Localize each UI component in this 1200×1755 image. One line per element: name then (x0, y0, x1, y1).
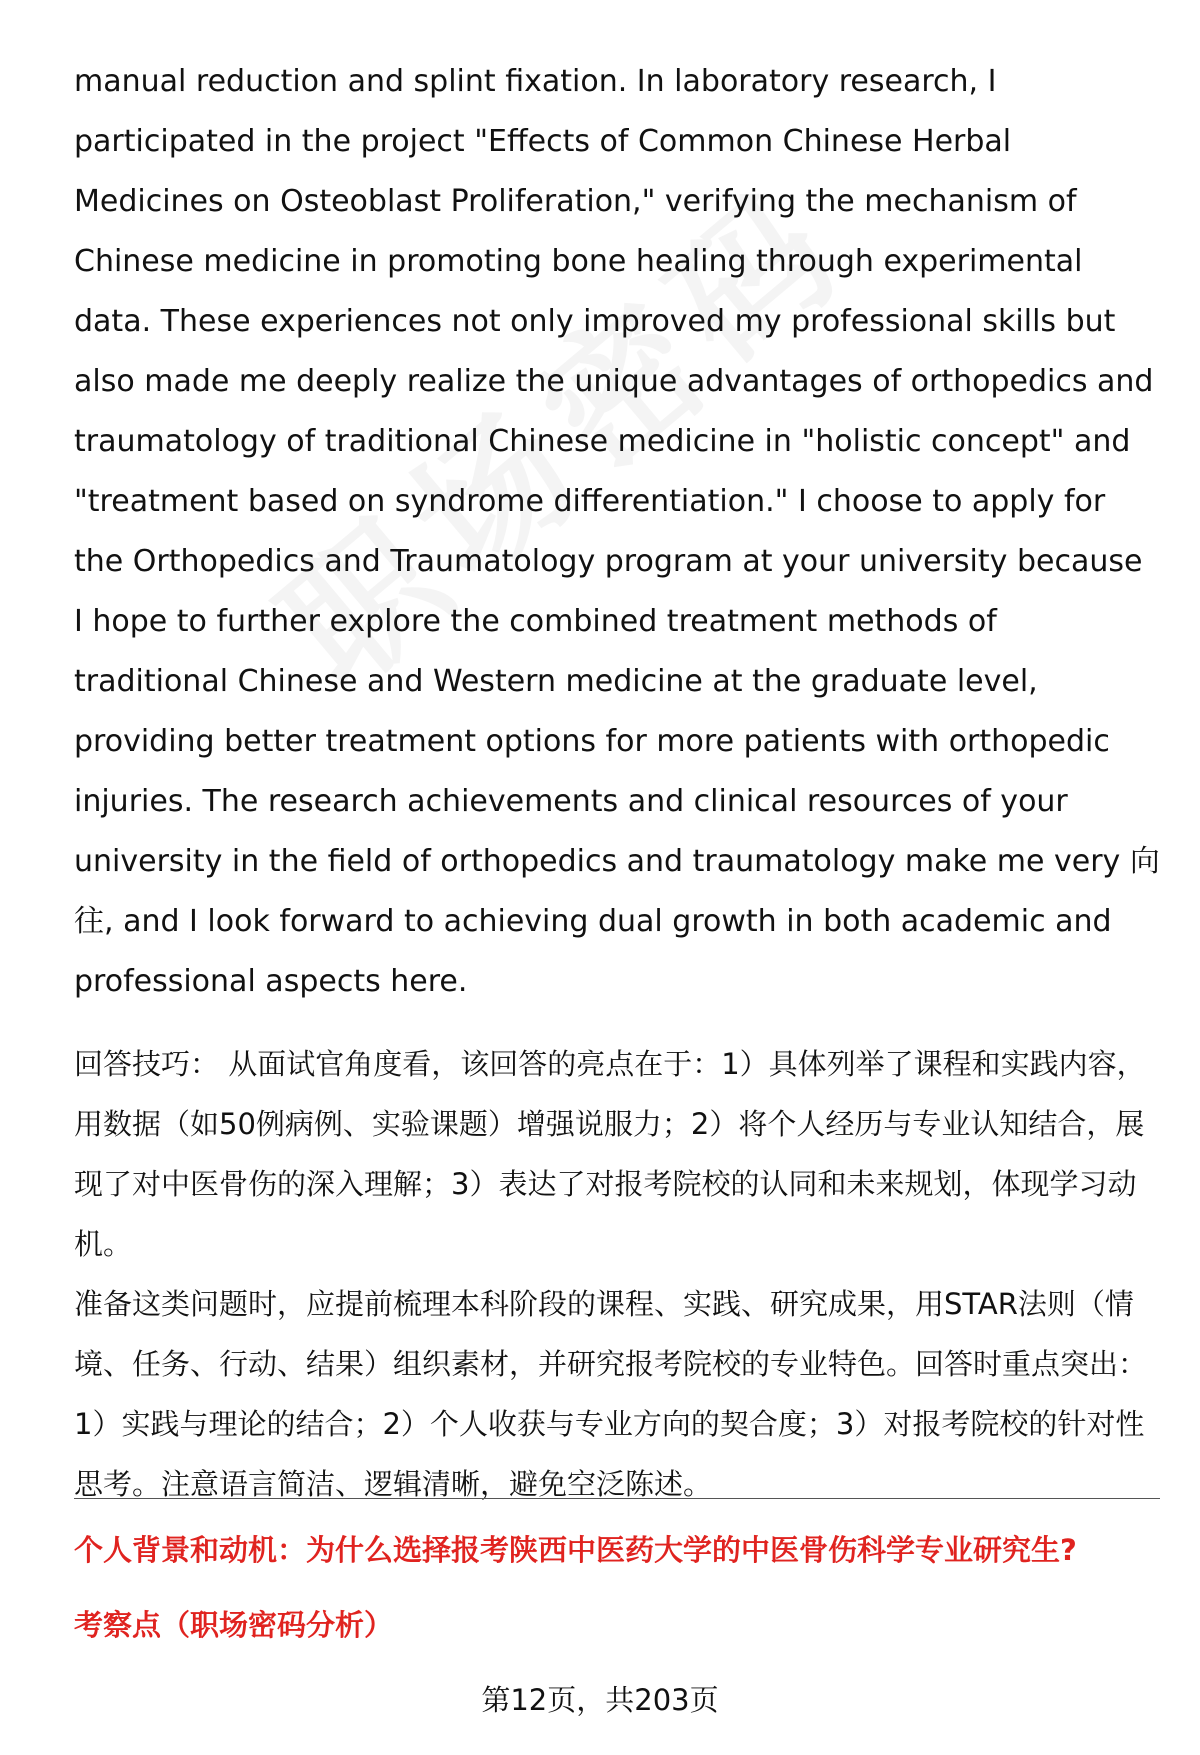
answer-paragraph-english: manual reduction and splint fixation. In laboratory research, I participated in the project "Effects of Common Chinese Herbal Medicines on Osteoblast Proliferation," verifying the mechanism of Chinese medicine in promoting bone healing through experimental data. These experiences not only improved my professional skills but also made me deeply realize the unique advantages of orthopedics and traumatology of traditional Chinese medicine in "holistic concept" and "treatment based on syndrome differentiation." I choose to apply for the Orthopedics and Traumatology program at your university because I hope to further explore the combined treatment methods of traditional Chinese and Western medicine at the graduate level, providing better treatment options for more patients with orthopedic injuries. The research achievements and clinical resources of your university in the field of orthopedics and traumatology make me very 向往, and I look forward to achieving dual growth in both academic and professional aspects here. (74, 64, 1160, 999)
assessment-points-label: 考察点（职场密码分析） (74, 1608, 394, 1642)
document-body (74, 52, 1160, 1514)
answer-tips-block (74, 1034, 1160, 1514)
preparation-advice-paragraph: 准备这类问题时，应提前梳理本科阶段的课程、实践、研究成果，用STAR法则（情境、任务、行动、结果）组织素材，并研究报考院校的专业特色。回答时重点突出：1）实践与理论的结合；2）个人收获与专业方向的契合度；3）对报考院校的针对性思考。注意语言简洁、逻辑清晰，避免空泛陈述。 (74, 1287, 1148, 1501)
page-number: 第12页，共203页 (481, 1683, 719, 1717)
question-heading: 个人背景和动机：为什么选择报考陕西中医药大学的中医骨伤科学专业研究生? (74, 1533, 1077, 1567)
answer-tips-paragraph: 回答技巧： 从面试官角度看，该回答的亮点在于：1）具体列举了课程和实践内容，用数据（如50例病例、实验课题）增强说服力；2）将个人经历与专业认知结合，展现了对中医骨伤的深入理解；3）表达了对报考院校的认同和未来规划，体现学习动机。 (74, 1047, 1146, 1261)
section-divider (74, 1498, 1160, 1499)
